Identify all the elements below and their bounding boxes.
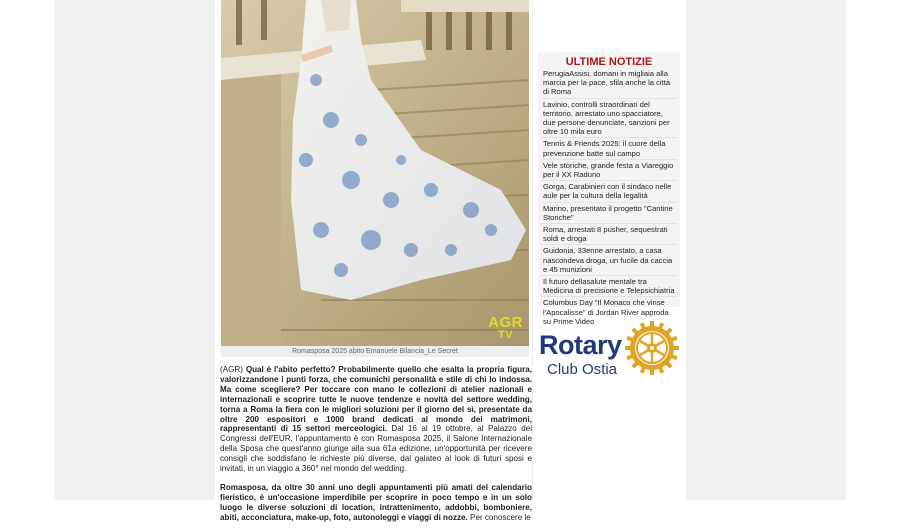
news-link[interactable]: Marino, presentato il progetto "Cantine Storiche"	[541, 203, 677, 224]
article-bold-text: Romasposa, da oltre 30 anni uno degli appuntamenti più amati del calendario fieristico, è un'occasione imperdibile per scoprire in poco tempo e in un solo luogo le diverse soluzioni di location, intrattenimento, addobbi, bomboniere, abiti, acconciatura, make-up, foto, autonoleggi e viaggi di nozze.	[220, 482, 532, 522]
news-link[interactable]: Vele storiche, grande festa a Viareggio per il XX Raduno	[541, 160, 677, 181]
latest-news-title: ULTIME NOTIZIE	[565, 56, 653, 68]
rotary-subtitle: Club Ostia	[547, 361, 618, 378]
page-content	[215, 0, 686, 522]
news-link[interactable]: Columbus Day "Il Monaco che vinse l'Apocalisse" di Jordan River approda su Prime Video	[543, 298, 669, 326]
article-paragraph-2	[220, 483, 532, 523]
bride-staircase-image	[221, 0, 529, 346]
rotary-wordmark: Rotary	[539, 330, 622, 360]
article-text: Dal 16 al 19 ottobre, al Palazzo dei Congressi dell'EUR, l'appuntamento è con Romasposa 2025, il Salone Internazionale della Sposa che quest'anno giunge alla sua 61a edizione, un'opportunità per ricevere consigli che soddisfano le richieste più diverse, dal galateo al look di futuri sposi e invitati, in un viaggio a 360° nel mondo del wedding.	[220, 424, 533, 474]
article-source: (AGR)	[220, 365, 246, 374]
news-link[interactable]: Lavinio, controlli straordinari del territorio, arrestato uno spacciatore, due persone denunciate, sanzioni per oltre 10 mila euro	[541, 99, 677, 139]
rotary-wheel-icon	[625, 321, 679, 375]
article-photo[interactable]	[221, 0, 529, 346]
page-background-left	[55, 0, 215, 500]
news-link[interactable]: Tennis & Friends 2025: il cuore della prevenzione batte sul campo	[541, 138, 677, 159]
news-link[interactable]: Il futuro dellasalute mentale tra Medicina di precisione e Telepsichiatria	[541, 276, 677, 297]
news-link[interactable]: Guidonia, 33enne arrestato, a casa nascondeva droga, un fucile da caccia e 45 munizioni	[541, 245, 677, 276]
page-background-right	[686, 0, 846, 500]
news-link[interactable]: Roma, arrestati 8 pusher, sequestrati soldi e droga	[541, 224, 677, 245]
agr-tv-watermark: AGR TV	[488, 314, 523, 341]
article-body	[220, 365, 532, 532]
article-lead-bold: Qual è l'abito perfetto? Probabilmente quello che esalta la propria figura, valorizzandone i punti forza, che comunichi personalità e stile di chi lo indossa. Ma come scegliere? Per toccare con mano le collezioni di atelier nazionali e internazionali e scoprire tutte le nuove tendenze e novità del settore wedding, torna a Roma la fiera con le migliori soluzioni per il giorno del sì, presentate da oltre 200 espositori e 1000 brand dedicati al mondo dei matrimoni, rappresentanti di 15 settori merceologici.	[220, 365, 532, 434]
article-text: Per conoscere le	[467, 512, 531, 522]
image-caption: Romasposa 2025 abito Emanuele Bilancia_Le Secret	[221, 346, 529, 357]
column-divider	[532, 0, 533, 500]
rotary-club-ostia-ad[interactable]	[537, 318, 682, 384]
article-paragraph-1	[220, 365, 532, 474]
news-link[interactable]: PerugiaAssisi, domani in migliaia alla marcia per la pace, sfila anche la città di Roma	[541, 68, 677, 99]
latest-news-box	[538, 52, 680, 326]
news-link[interactable]: Gorga, Carabinieri con il sindaco nelle aule per la cultura della legalità	[541, 181, 677, 202]
